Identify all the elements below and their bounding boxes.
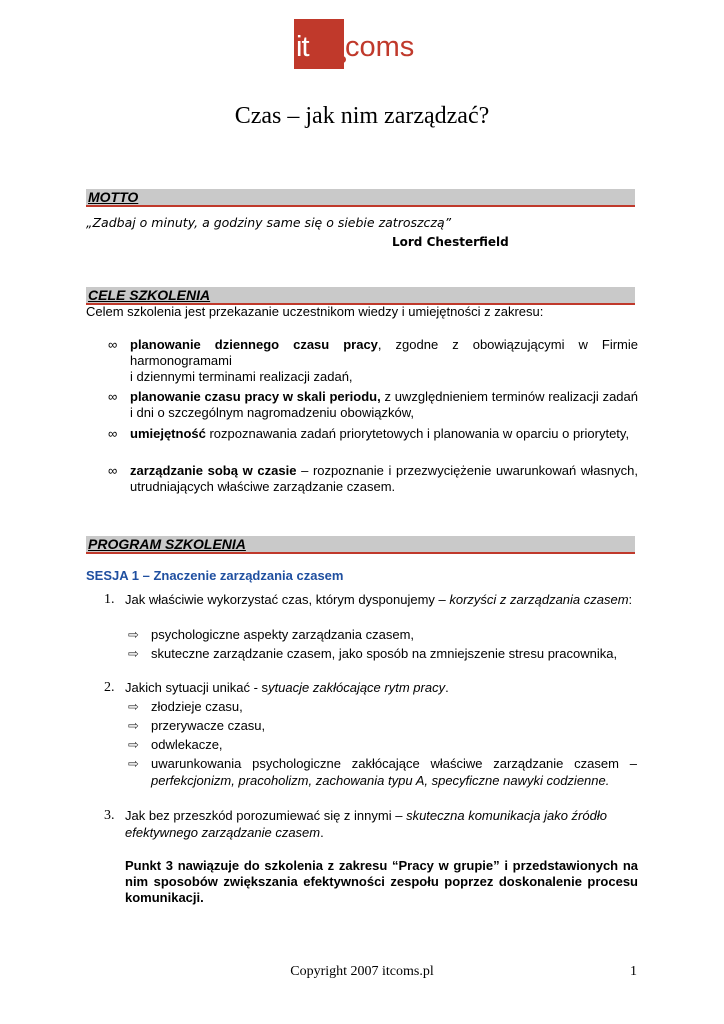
hollow-arrow-right-icon: ⇨ bbox=[128, 756, 139, 771]
list-item-bold: umiejętność bbox=[130, 426, 206, 441]
numbered-item-tail: : bbox=[628, 592, 633, 607]
numbered-item-text: Jak bez przeszkód porozumiewać się z innymi – bbox=[125, 808, 407, 823]
sub-item-italic: perfekcjonizm, pracoholizm, zachowania typu A, specyficzne nawyki codzienne. bbox=[151, 773, 610, 788]
numbered-item bbox=[125, 679, 637, 696]
program-note: Punkt 3 nawiązuje do szkolenia z zakresu “Pracy w grupie” i przedstawionych na nim sposobów zwiększania efektywności zespołu poprzez doskonalenie procesu komunikacji. bbox=[125, 858, 638, 905]
numbered-item-tail: . bbox=[320, 825, 324, 840]
list-item-bold: zarządzanie sobą w czasie bbox=[130, 463, 297, 478]
numbered-item-italic: korzyści z zarządzania czasem bbox=[449, 592, 629, 607]
list-item bbox=[130, 337, 638, 369]
list-item-text: – rozpoznanie i przezwyciężenie uwarunkowań własnych, utrudniających właściwe zarządzanie czasem. bbox=[130, 463, 638, 494]
session-heading: SESJA 1 – Znaczenie zarządzania czasem bbox=[86, 568, 344, 583]
sub-item bbox=[151, 755, 637, 789]
logo-coms-text: coms bbox=[345, 31, 415, 63]
sub-item: psychologiczne aspekty zarządzania czasem, bbox=[151, 627, 415, 642]
list-item bbox=[130, 463, 638, 495]
section-heading: CELE SZKOLENIA bbox=[88, 287, 211, 303]
hollow-arrow-right-icon: ⇨ bbox=[128, 627, 139, 642]
numbered-item-text: Jak właściwie wykorzystać czas, którym dysponujemy – bbox=[125, 592, 450, 607]
list-number: 2. bbox=[104, 680, 115, 695]
motto-quote: „Zadbaj o minuty, a godziny same się o siebie zatroszczą” bbox=[86, 215, 452, 230]
infinity-bullet-icon: ∞ bbox=[108, 337, 118, 352]
list-item bbox=[130, 389, 638, 421]
hollow-arrow-right-icon: ⇨ bbox=[128, 646, 139, 661]
hollow-arrow-right-icon: ⇨ bbox=[128, 737, 139, 752]
sub-item: przerywacze czasu, bbox=[151, 718, 266, 733]
footer-copyright: Copyright 2007 itcoms.pl bbox=[290, 964, 434, 979]
list-item-text: , zgodne z obowiązującymi w Firmie harmonogramami bbox=[130, 337, 638, 368]
numbered-item-italic: ytuacje zakłócające rytm pracy bbox=[268, 680, 446, 695]
numbered-item-text: Jakich sytuacji unikać - s bbox=[125, 680, 269, 695]
list-item-bold: planowanie czasu pracy w skali periodu, bbox=[130, 389, 381, 404]
numbered-item-tail: . bbox=[445, 680, 449, 695]
sub-item: złodzieje czasu, bbox=[151, 699, 243, 714]
infinity-bullet-icon: ∞ bbox=[108, 463, 118, 478]
numbered-item bbox=[125, 591, 637, 608]
logo-it-text: it bbox=[296, 31, 309, 63]
list-item-continuation: i dziennymi terminami realizacji zadań, bbox=[130, 369, 353, 384]
sub-item-text: uwarunkowania psychologiczne zakłócające właściwe zarządzanie czasem – bbox=[151, 756, 637, 771]
page-title: Czas – jak nim zarządzać? bbox=[234, 103, 490, 129]
numbered-item-italic: skuteczna komunikacja jako źródło efektywnego zarządzanie czasem bbox=[125, 808, 607, 840]
hollow-arrow-right-icon: ⇨ bbox=[128, 699, 139, 714]
section-heading: MOTTO bbox=[88, 189, 139, 205]
list-item bbox=[130, 426, 638, 442]
list-number: 3. bbox=[104, 808, 115, 823]
sub-item: odwlekacze, bbox=[151, 737, 223, 752]
page-number: 1 bbox=[630, 964, 637, 979]
infinity-bullet-icon: ∞ bbox=[108, 426, 118, 441]
numbered-item bbox=[125, 807, 637, 841]
motto-author: Lord Chesterfield bbox=[392, 235, 509, 249]
itcoms-logo bbox=[294, 19, 454, 71]
section-heading: PROGRAM SZKOLENIA bbox=[88, 536, 246, 552]
list-item-bold: planowanie dziennego czasu pracy bbox=[130, 337, 378, 352]
infinity-bullet-icon: ∞ bbox=[108, 389, 118, 404]
section-header-motto bbox=[86, 189, 635, 207]
section-header-program bbox=[86, 536, 635, 554]
sub-item: skuteczne zarządzanie czasem, jako sposób na zmniejszenie stresu pracownika, bbox=[151, 646, 618, 661]
hollow-arrow-right-icon: ⇨ bbox=[128, 718, 139, 733]
list-number: 1. bbox=[104, 592, 115, 607]
section-header-cele bbox=[86, 287, 635, 305]
list-item-text: rozpoznawania zadań priorytetowych i planowania w oparciu o priorytety, bbox=[205, 426, 630, 441]
cele-intro: Celem szkolenia jest przekazanie uczestnikom wiedzy i umiejętności z zakresu: bbox=[86, 304, 544, 319]
list-item-text: z uwzględnieniem terminów realizacji zadań i dni o szczególnym nagromadzeniu obowiązków, bbox=[130, 389, 638, 420]
